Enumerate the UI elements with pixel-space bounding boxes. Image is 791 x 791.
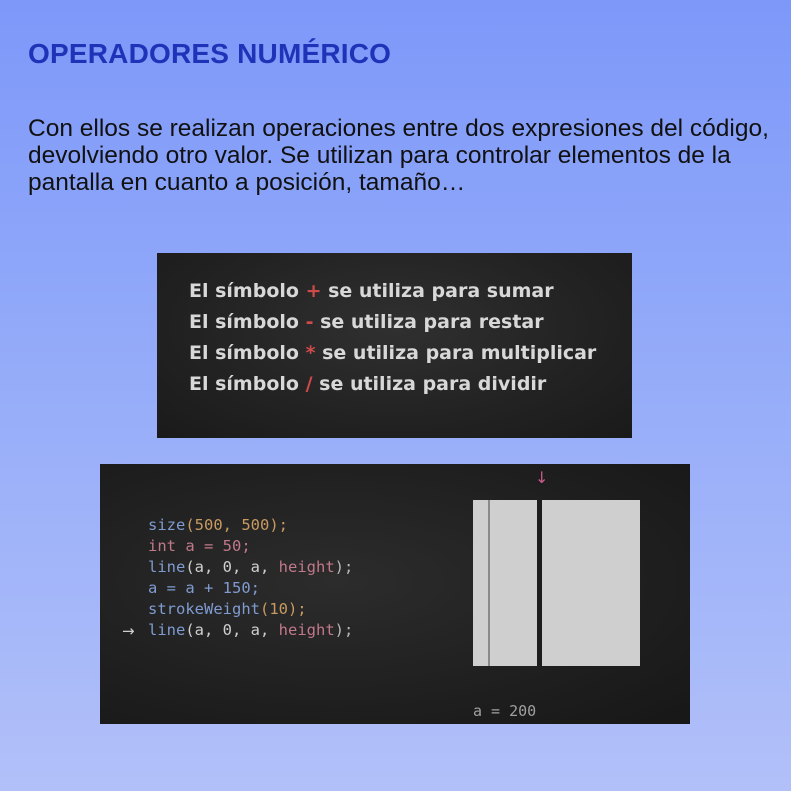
operator-line-sum: El símbolo + se utiliza para sumar	[189, 280, 554, 302]
code-line: int a = 50;	[148, 537, 251, 555]
code-line: line(a, 0, a, height);	[148, 558, 354, 576]
code-line: strokeWeight(10);	[148, 600, 307, 618]
operator-line-subtract: El símbolo - se utiliza para restar	[189, 311, 544, 333]
slide-body-text: Con ellos se realizan operaciones entre dos expresiones del código, devolviendo otro valor. Se utilizan para controlar elementos de la pantalla en cuanto a posición, tamaño…	[28, 115, 769, 196]
minus-symbol: -	[305, 311, 314, 333]
asterisk-symbol: *	[305, 342, 316, 364]
thick-line	[537, 500, 542, 666]
operators-image	[157, 253, 632, 438]
slide-title: OPERADORES NUMÉRICO	[28, 38, 392, 69]
code-example-image	[100, 464, 690, 724]
thin-line	[488, 500, 490, 666]
slash-symbol: /	[305, 373, 313, 395]
code-line: a = a + 150;	[148, 579, 260, 597]
code-line-current: line(a, 0, a, height);	[148, 621, 354, 639]
operator-line-multiply: El símbolo * se utiliza para multiplicar	[189, 342, 597, 364]
output-canvas	[473, 500, 640, 666]
current-line-arrow-icon: →	[122, 622, 135, 640]
plus-symbol: +	[305, 280, 322, 302]
operator-line-divide: El símbolo / se utiliza para dividir	[189, 373, 547, 395]
code-line: size(500, 500);	[148, 516, 288, 534]
down-arrow-icon: ↓	[535, 468, 549, 487]
variable-readout: a = 200	[473, 702, 537, 720]
